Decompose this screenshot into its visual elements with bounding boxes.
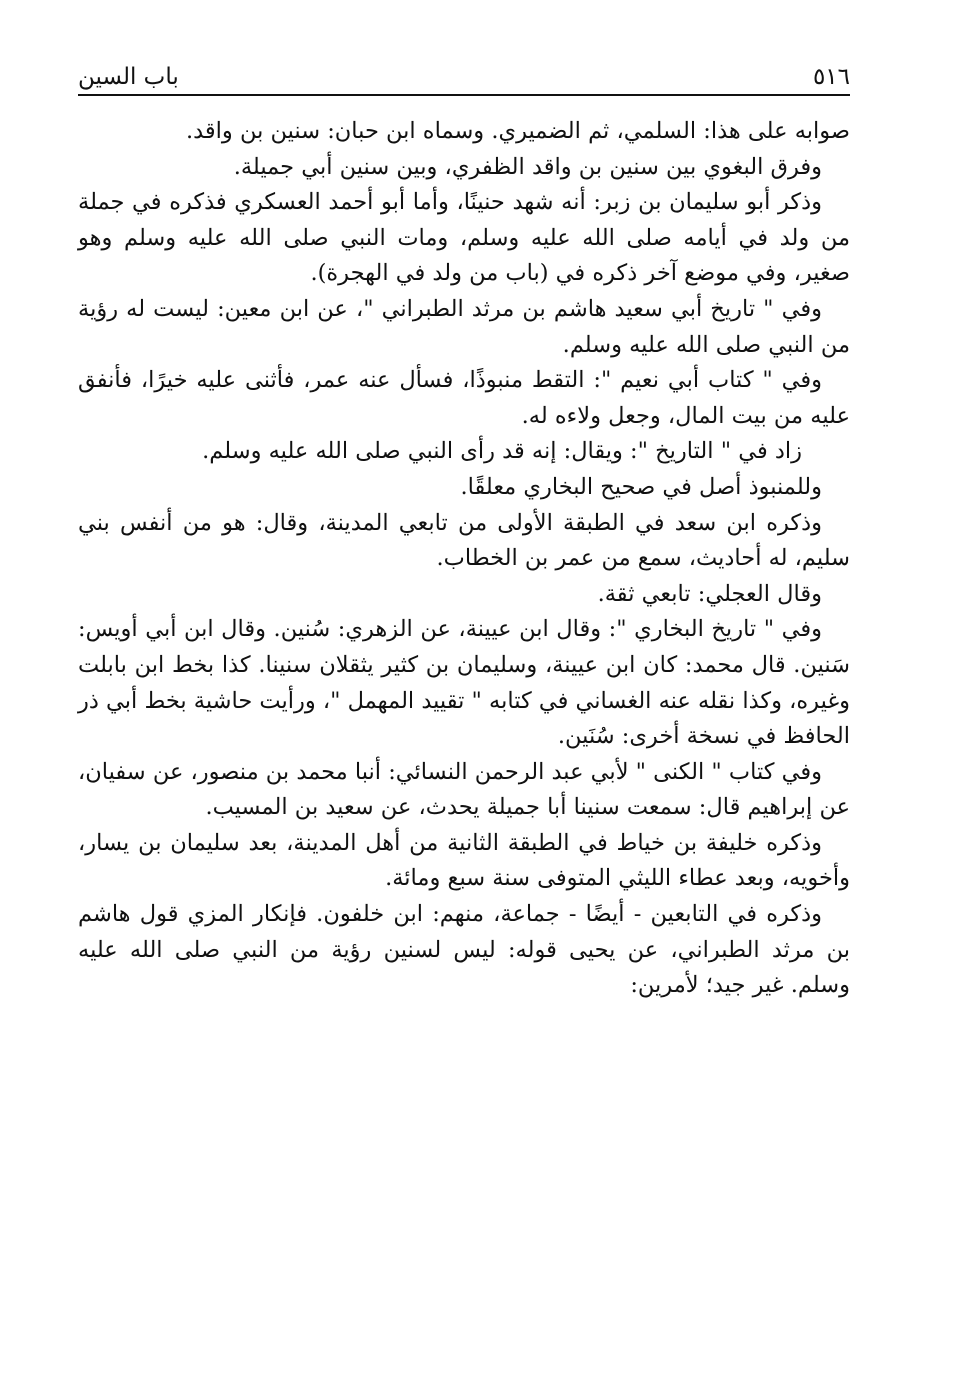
paragraph: وللمنبوذ أصل في صحيح البخاري معلقًا. <box>460 473 822 500</box>
paragraph: وقال العجلي: تابعي ثقة. <box>597 580 822 607</box>
book-page <box>78 50 850 1350</box>
paragraph: وذكره خليفة بن خياط في الطبقة الثانية من أهل المدينة، بعد سليمان بن يسار، وأخويه، وبعد عطاء الليثي المتوفى سنة سبع ومائة. <box>78 829 850 892</box>
paragraph: وفي " تاريخ أبي سعيد هاشم بن مرثد الطبراني "، عن ابن معين: ليست له رؤية من النبي صلى الله عليه وسلم. <box>78 295 850 358</box>
paragraph: وذكر أبو سليمان بن زبر: أنه شهد حنينًا، وأما أبو أحمد العسكري فذكره في جملة من ولد في أيامه صلى الله عليه وسلم، ومات النبي صلى الله عليه وسلم وهو صغير، وفي موضع آخر ذكره في (باب من ولد في الهجرة). <box>78 189 850 287</box>
chapter-title: باب السين <box>78 64 179 90</box>
paragraph: وفي " كتاب أبي نعيم ": التقط منبوذًا، فسأل عنه عمر، فأثنى عليه خيرًا، فأنفق عليه من بيت المال، وجعل ولاءه له. <box>78 367 850 429</box>
page-header <box>78 50 850 96</box>
page-body <box>78 114 850 1004</box>
paragraph: وفي كتاب " الكنى " لأبي عبد الرحمن النسائي: أنبا محمد بن منصور، عن سفيان، عن إبراهيم قال: سمعت سنينا أبا جميلة يحدث، عن سعيد بن المسيب. <box>78 758 850 821</box>
paragraph: وفي " تاريخ البخاري ": وقال ابن عيينة، عن الزهري: سُنين. وقال ابن أبي أويس: سَنين. قال محمد: كان ابن عيينة، وسليمان بن كثير يثقلان سنينا. كذا بخط ابن بابلت وغيره، وكذا نقله عنه الغساني في كتابه " تقييد المهمل "، ورأيت حاشية بخط أبي ذر الحافظ في نسخة أخرى: سُنَين. <box>78 616 850 750</box>
paragraph: زاد في " التاريخ ": ويقال: إنه قد رأى النبي صلى الله عليه وسلم. <box>202 438 802 465</box>
page-number: ٥١٦ <box>812 64 850 90</box>
paragraph: وذكره ابن سعد في الطبقة الأولى من تابعي المدينة، وقال: هو من أنفس بني سليم، له أحاديث، سمع من عمر بن الخطاب. <box>78 509 850 572</box>
paragraph: صوابه على هذا: السلمي، ثم الضميري. وسماه ابن حبان: سنين بن واقد. <box>185 118 850 144</box>
paragraph: وفرق البغوي بين سنين بن واقد الظفري، وبين سنين أبي جميلة. <box>233 153 822 180</box>
paragraph: وذكره في التابعين - أيضًا - جماعة، منهم: ابن خلفون. فإنكار المزي قول هاشم بن مرثد الطبراني، عن يحيى قوله: ليس لسنين رؤية من النبي صلى الله عليه وسلم. غير جيد؛ لأمرين: <box>78 901 850 999</box>
